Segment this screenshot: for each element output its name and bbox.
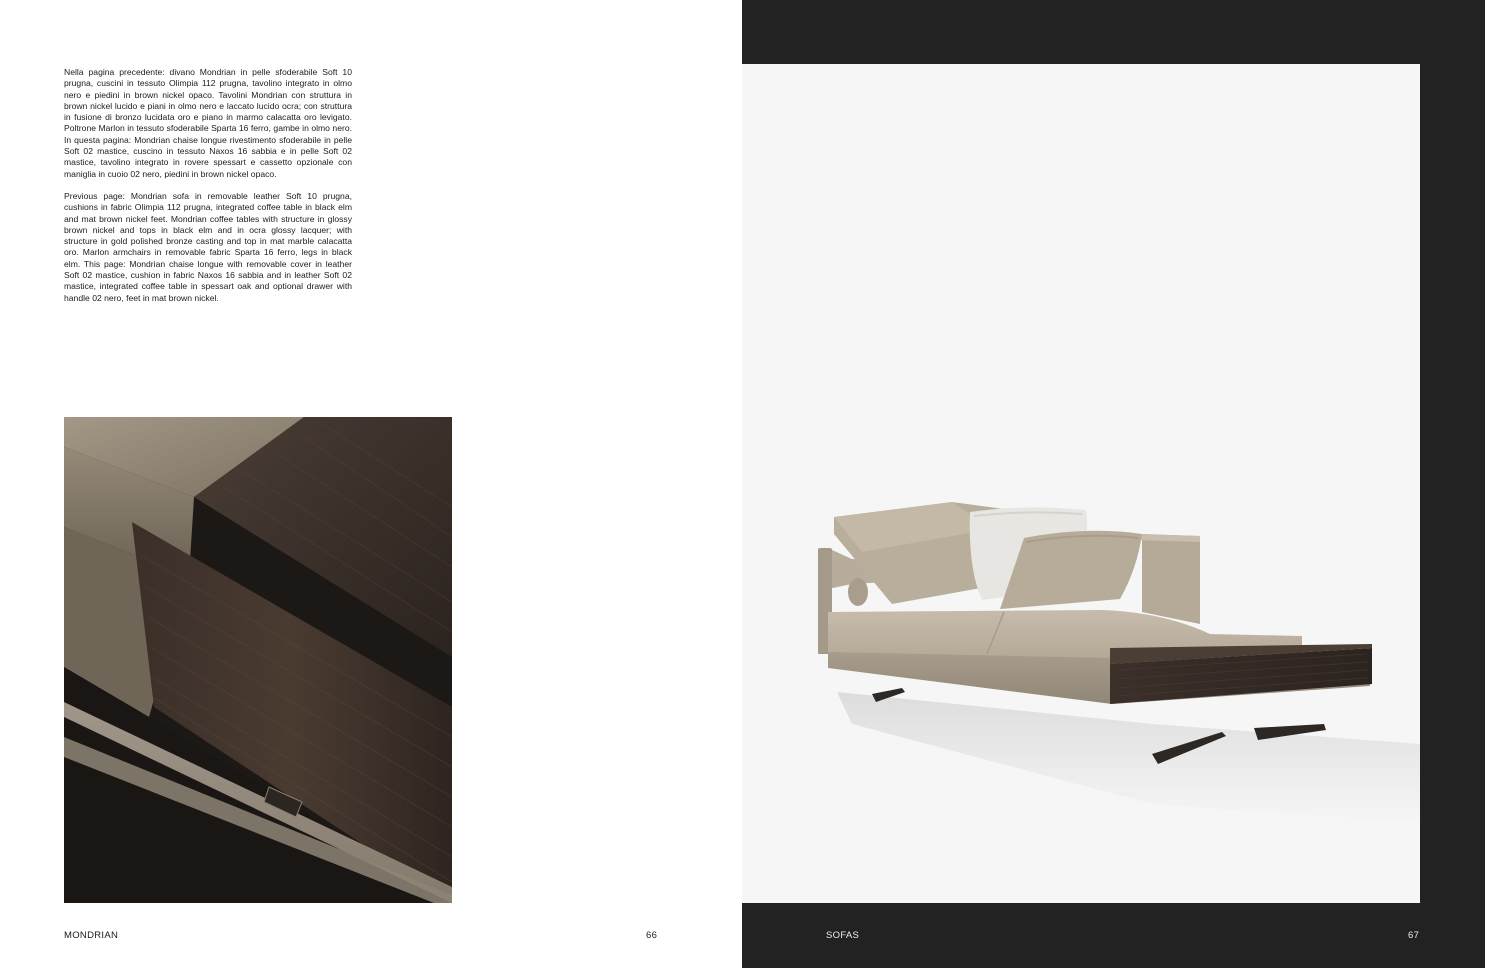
chaise-longue-illustration (742, 64, 1420, 903)
page-number-left: 66 (646, 930, 658, 941)
caption-italian: Nella pagina precedente: divano Mondrian in pelle sfoderabile Soft 10 prugna, cuscini in tessuto Olimpia 112 prugna, tavolino integrato in olmo nero e piedini in brown nickel opaco. Tavolini Mondrian con struttura in brown nickel lucido e piani in olmo nero e laccato lucido ocra; con struttura in fusione di bronzo lucidata oro e piano in marmo calacatta oro levigato. Poltrone Marlon in tessuto sfoderabile Sparta 16 ferro, gambe in olmo nero. In questa pagina: Mondrian chaise longue rivestimento sfoderabile in pelle Soft 02 mastice, cuscino in tessuto Naxos 16 sabbia e in pelle Soft 02 mastice, tavolino integrato in rovere spessart e cassetto opzionale con maniglia in cuoio 02 nero, piedini in brown nickel opaco. (64, 67, 352, 179)
caption-english: Previous page: Mondrian sofa in removable leather Soft 10 prugna, cushions in fabric Olimpia 112 prugna, integrated coffee table in black elm and mat brown nickel feet. Mondrian coffee tables with structure in glossy brown nickel and tops in black elm and in ocra glossy lacquer; with structure in gold polished bronze casting and top in mat marble calacatta oro. Marlon armchairs in removable fabric Sparta 16 ferro, legs in black elm. This page: Mondrian chaise longue with removable cover in leather Soft 02 mastice, cushion in fabric Naxos 16 sabbia and in leather Soft 02 mastice, integrated coffee table in spessart oak and optional drawer with handle 02 nero, feet in mat brown nickel. (64, 190, 352, 303)
product-photo (742, 64, 1420, 903)
detail-photo (64, 417, 452, 903)
footer-category-label: SOFAS (826, 930, 860, 941)
drawer-detail-illustration (64, 417, 452, 903)
left-page (0, 0, 742, 968)
footer-collection-label: MONDRIAN (64, 930, 119, 941)
right-page (742, 0, 1485, 968)
page-number-right: 67 (1408, 930, 1420, 941)
caption-block (64, 67, 352, 315)
